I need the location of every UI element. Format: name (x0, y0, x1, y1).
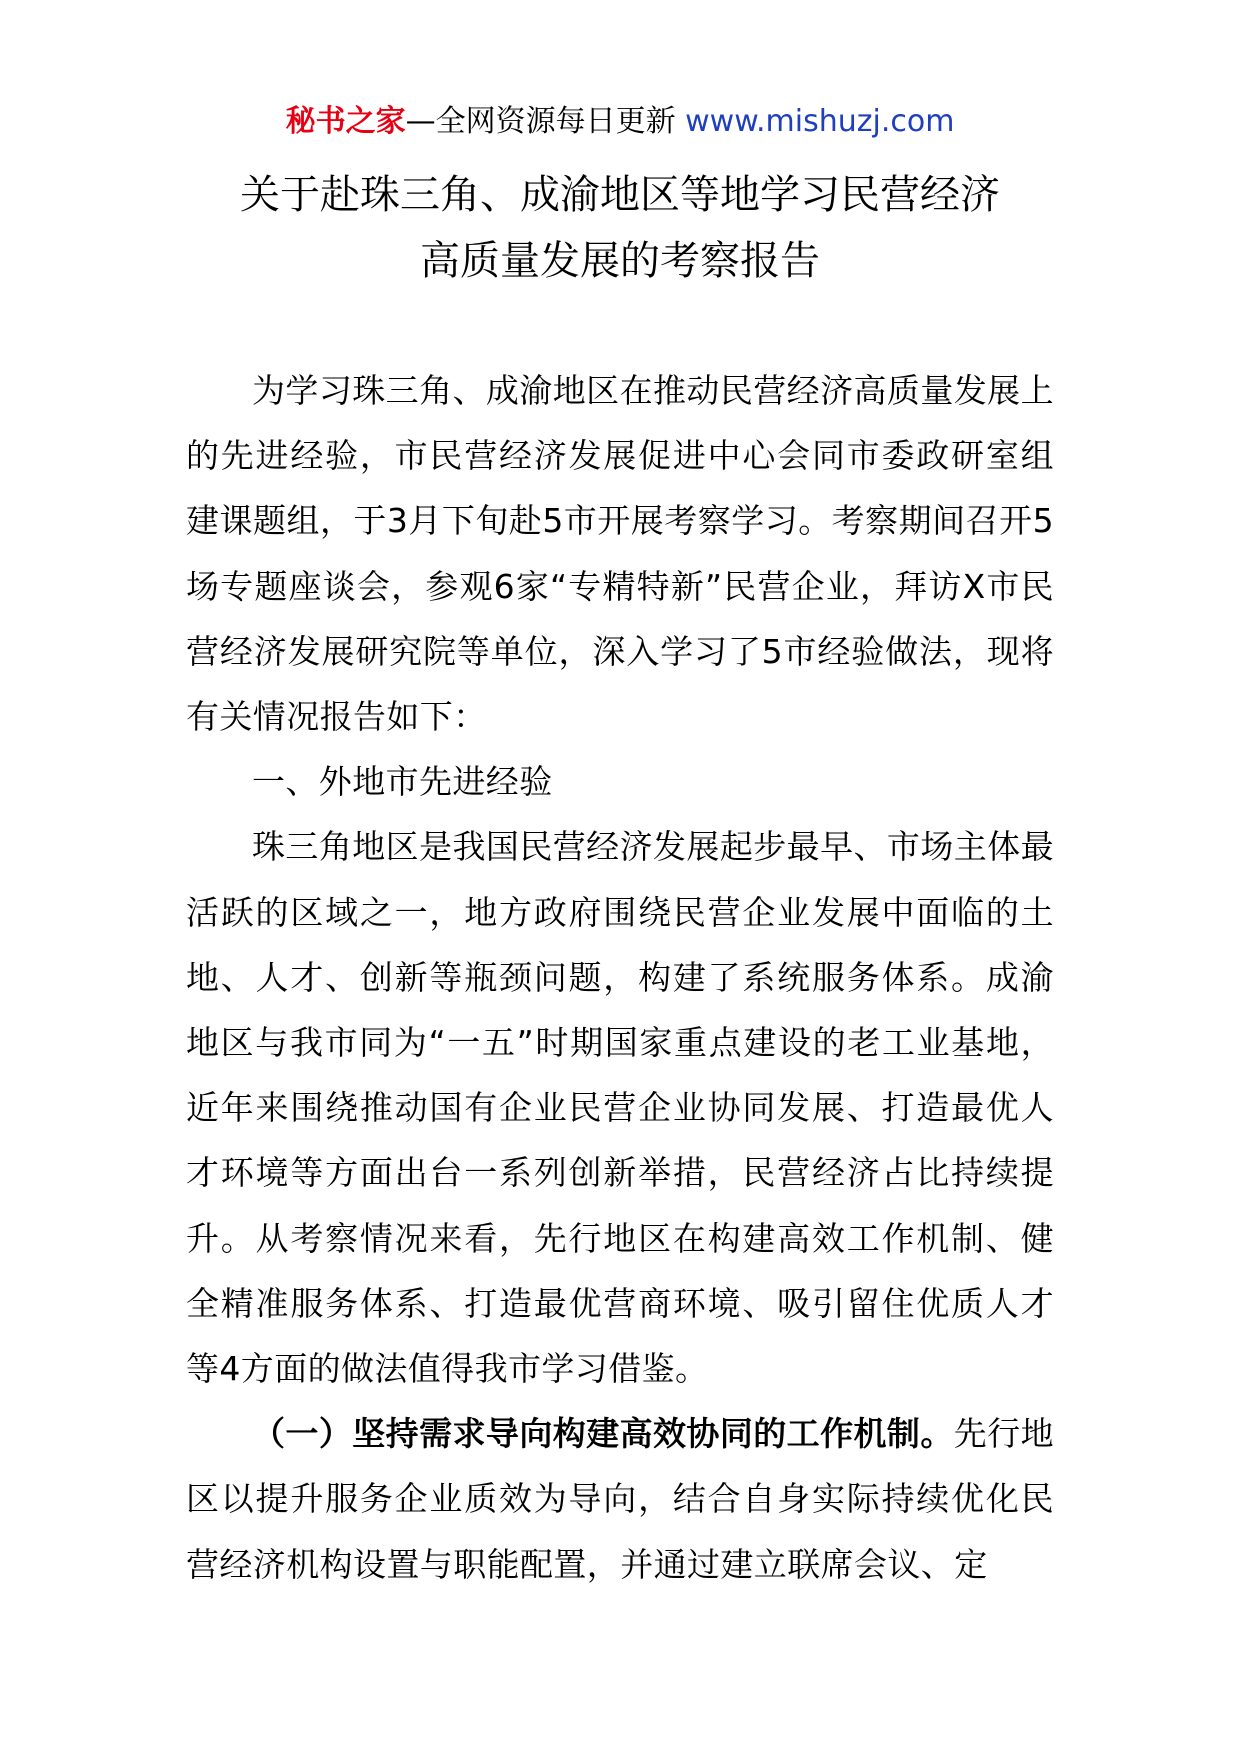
title-line-1: 关于赴珠三角、成渝地区等地学习民营经济 (240, 172, 1000, 218)
section-paragraph: 珠三角地区是我国民营经济发展起步最早、市场主体最活跃的区域之一，地方政府围绕民营企业发展中面临的土地、人才、创新等瓶颈问题，构建了系统服务体系。成渝地区与我市同为“一五”时期国家重点建设的老工业基地，近年来围绕推动国有企业民营企业协同发展、打造最优人才环境等方面出台一系列创新举措，民营经济占比持续提升。从考察情况来看，先行地区在构建高效工作机制、健全精准服务体系、打造最优营商环境、吸引留住优质人才等4方面的做法值得我市学习借鉴。 (186, 827, 1054, 1389)
brand-name: 秘书之家 (285, 104, 406, 139)
document-title (0, 162, 1240, 294)
header-tagline: —全网资源每日更新 (405, 104, 686, 139)
subsection-paragraph (186, 1401, 1054, 1597)
subsection-heading: （一）坚持需求导向构建高效协同的工作机制。 (252, 1414, 954, 1454)
site-header (0, 100, 1240, 144)
title-line-2: 高质量发展的考察报告 (420, 238, 820, 284)
intro-paragraph: 为学习珠三角、成渝地区在推动民营经济高质量发展上的先进经验，市民营经济发展促进中心会同市委政研室组建课题组，于3月下旬赴5市开展考察学习。考察期间召开5场专题座谈会，参观6家“专精特新”民营企业，拜访X市民营经济发展研究院等单位，深入学习了5市经验做法，现将有关情况报告如下： (186, 371, 1054, 737)
site-url-link[interactable]: www.mishuzj.com (685, 104, 955, 139)
document-body (186, 358, 1054, 1597)
subsection-text: 先行地区以提升服务企业质效为导向，结合自身实际持续优化民营经济机构设置与职能配置，并通过建立联席会议、定 (186, 1414, 1054, 1584)
section-heading: 一、外地市先进经验 (252, 762, 553, 802)
